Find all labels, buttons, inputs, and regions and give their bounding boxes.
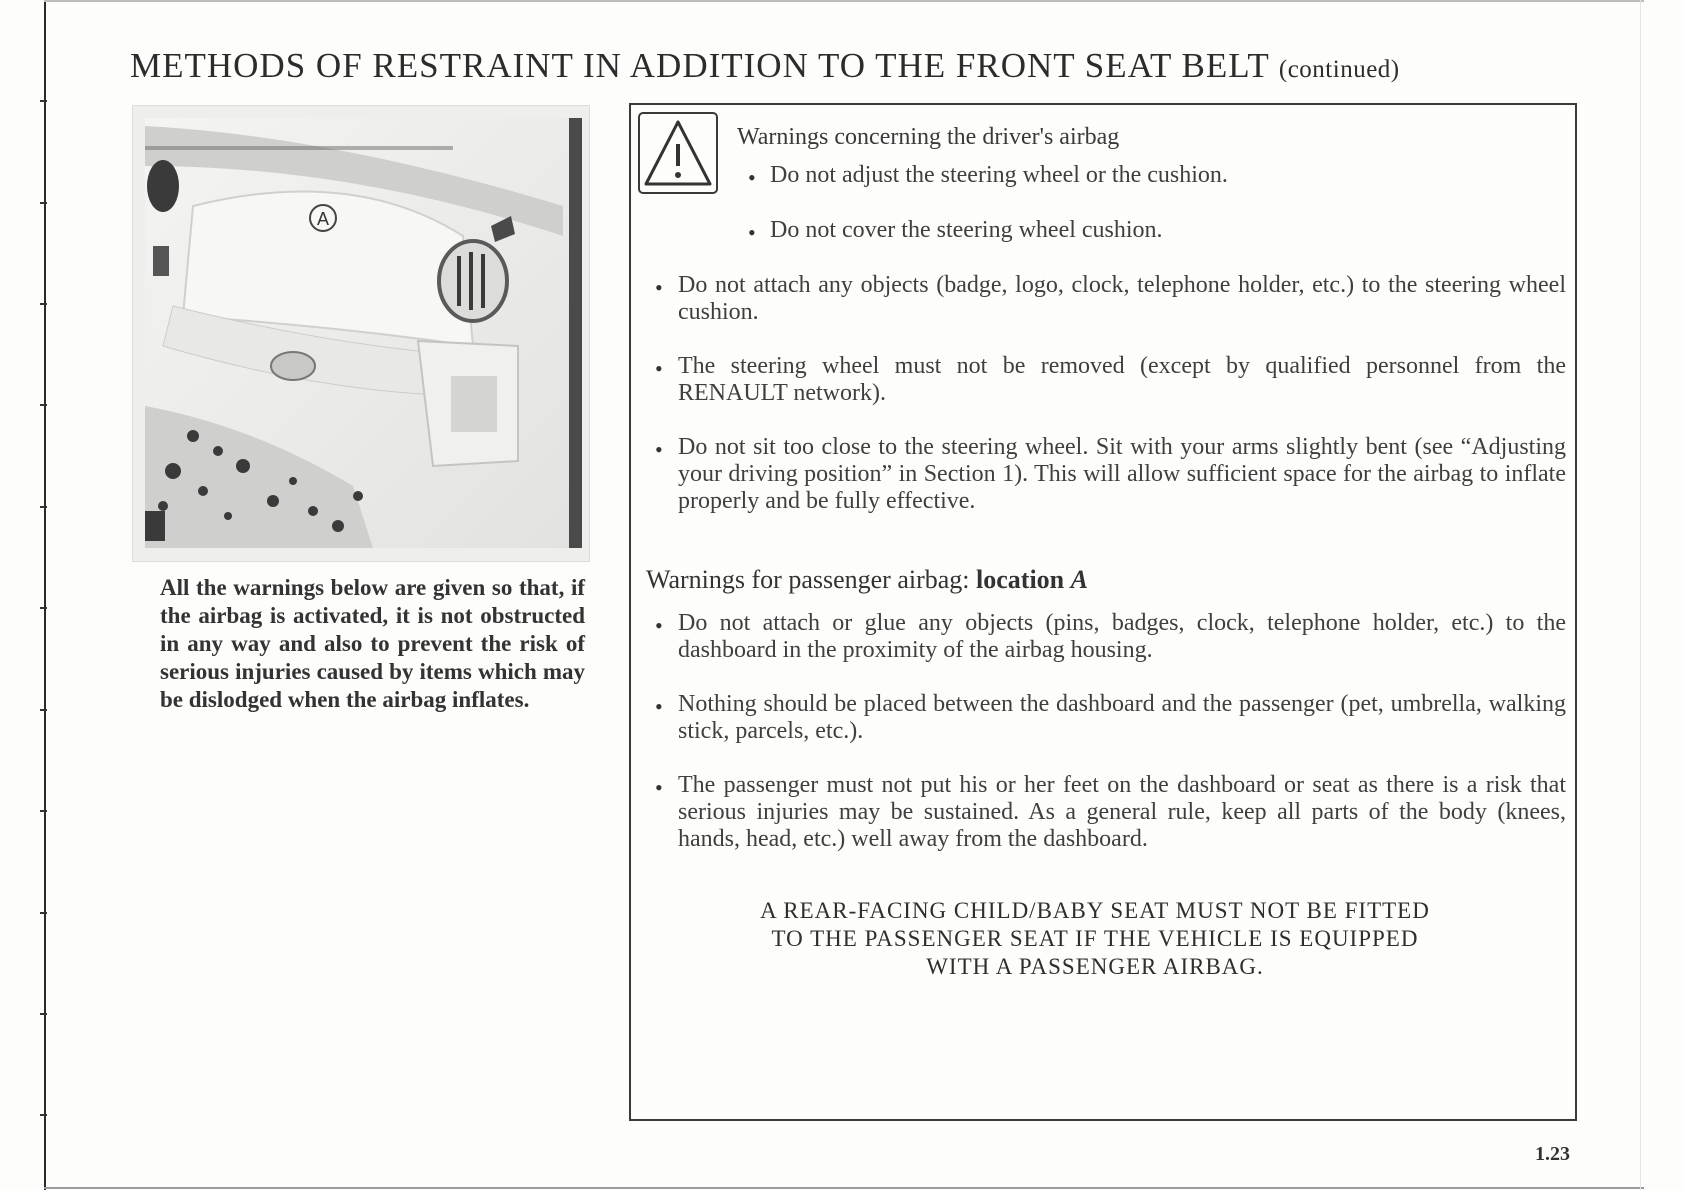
passenger-item: Do not attach or glue any objects (pins, badges, clock, telephone holder, etc.) to the dashboard in the proximity of the airbag housing.	[678, 610, 1566, 663]
page-edge-right	[1640, 0, 1641, 1190]
margin-tick	[40, 303, 47, 305]
bullet-icon: •	[655, 775, 663, 800]
general-item: Do not attach any objects (badge, logo, clock, telephone holder, etc.) to the steering wheel cushion.	[678, 272, 1566, 325]
margin-tick	[40, 100, 47, 102]
page-title	[130, 46, 1400, 86]
passenger-heading-prefix: Warnings for passenger airbag:	[646, 565, 970, 594]
windscreen-line	[145, 146, 453, 150]
margin-tick	[40, 404, 47, 406]
warning-triangle-glyph	[640, 114, 716, 192]
margin-tick	[40, 709, 47, 711]
child-seat-notice	[700, 897, 1490, 981]
passenger-airbag-heading	[646, 565, 1088, 595]
notice-line: TO THE PASSENGER SEAT IF THE VEHICLE IS EQUIPPED	[771, 926, 1419, 951]
margin-tick	[40, 202, 47, 204]
location-a-marker-label: A	[316, 209, 330, 229]
glovebox-handle	[271, 352, 315, 380]
floor-mat-edge	[145, 511, 165, 541]
notice-line: WITH A PASSENGER AIRBAG.	[926, 954, 1264, 979]
passenger-heading-letter: A	[1070, 565, 1088, 594]
passenger-item: Nothing should be placed between the dashboard and the passenger (pet, umbrella, walking stick, parcels, etc.).	[678, 691, 1566, 744]
bullet-icon: •	[655, 694, 663, 719]
dashboard-illustration	[133, 106, 589, 561]
general-item: The steering wheel must not be removed (except by qualified personnel from the RENAULT network).	[678, 353, 1566, 406]
page-title-suffix: (continued)	[1278, 56, 1400, 83]
margin-tick	[40, 810, 47, 812]
page-number: 1.23	[1535, 1143, 1570, 1165]
driver-airbag-heading: Warnings concerning the driver's airbag	[737, 124, 1120, 150]
driver-item: Do not adjust the steering wheel or the cushion.	[770, 162, 1228, 188]
page-edge-top	[44, 0, 1644, 2]
page-edge-bottom	[44, 1187, 1644, 1189]
bullet-icon: •	[655, 275, 663, 300]
margin-tick	[40, 912, 47, 914]
bullet-icon: •	[655, 437, 663, 462]
door-pillar	[569, 118, 582, 548]
notice-line: A REAR-FACING CHILD/BABY SEAT MUST NOT BE FITTED	[760, 898, 1430, 923]
intro-caption: All the warnings below are given so that, if the airbag is activated, it is not obstructed in any way and also to prevent the risk of serious injuries caused by items which may be dislodged when the airbag inflates.	[160, 575, 585, 712]
left-switch	[153, 246, 169, 276]
general-item: Do not sit too close to the steering wheel. Sit with your arms slightly bent (see “Adjusting your driving position” in Section 1). This will allow sufficient space for the airbag to inflate properly and be fully effective.	[678, 434, 1566, 514]
margin-tick	[40, 506, 47, 508]
warning-triangle-icon	[638, 112, 718, 194]
bullet-icon: •	[748, 220, 756, 245]
passenger-heading-location: location	[976, 565, 1065, 594]
margin-tick	[40, 1013, 47, 1015]
margin-tick	[40, 607, 47, 609]
page-edge-left	[44, 0, 46, 1190]
margin-tick	[40, 1114, 47, 1116]
dashboard-photo	[132, 105, 590, 562]
bullet-icon: •	[748, 165, 756, 190]
lower-panel-recess	[451, 376, 497, 432]
left-vent	[147, 160, 179, 212]
bullet-icon: •	[655, 356, 663, 381]
bullet-icon: •	[655, 613, 663, 638]
driver-item: Do not cover the steering wheel cushion.	[770, 217, 1163, 243]
page-title-main: METHODS OF RESTRAINT IN ADDITION TO THE FRONT SEAT BELT	[130, 46, 1270, 85]
passenger-item: The passenger must not put his or her feet on the dashboard or seat as there is a risk that serious injuries may be sustained. As a general rule, keep all parts of the body (knees, hands, head, etc.) well away from the dashboard.	[678, 772, 1566, 852]
